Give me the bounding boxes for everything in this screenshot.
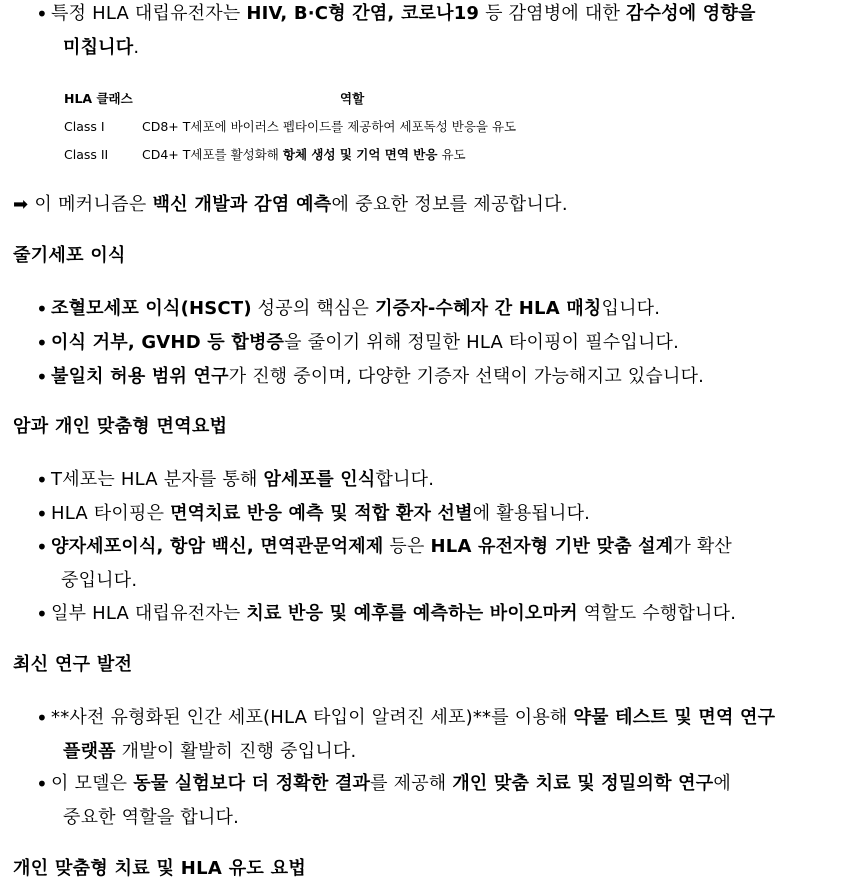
list-item-text: 특정 HLA 대립유전자는 HIV, B·C형 간염, 코로나19 등 감염병에 대한 감수성에 영향을	[51, 3, 756, 24]
list-item: • T세포는 HLA 분자를 통해 암세포를 인식합니다.	[36, 463, 840, 497]
list-item: • **사전 유형화된 인간 세포(HLA 타입이 알려진 세포)**를 이용해 약물 테스트 및 면역 연구 플랫폼 개발이 활발히 진행 중입니다.	[36, 701, 840, 769]
list-item	[36, 0, 840, 65]
list-item: • HLA 타이핑은 면역치료 반응 예측 및 적합 환자 선별에 활용됩니다.	[36, 497, 840, 531]
section-heading: 최신 연구 발전	[13, 654, 133, 675]
bullet-icon: •	[36, 468, 48, 492]
list-item: • 양자세포이식, 항암 백신, 면역관문억제제 등은 HLA 유전자형 기반 맞춤 설계가 확산 중입니다.	[36, 530, 840, 598]
bullet-icon: •	[36, 365, 48, 389]
bullet-icon: •	[36, 706, 48, 730]
arrow-icon: ➡	[13, 194, 29, 215]
bullet-icon: •	[36, 502, 48, 526]
table-cell: CD8+ T세포에 바이러스 펩타이드를 제공하여 세포독성 반응을 유도	[142, 119, 517, 134]
list-item-continuation: 미칩니다.	[63, 37, 140, 58]
section-heading: 줄기세포 이식	[13, 245, 126, 266]
bullet-icon: •	[36, 2, 48, 26]
list-item: • 일부 HLA 대립유전자는 치료 반응 및 예후를 예측하는 바이오마커 역할도 수행합니다.	[36, 597, 840, 631]
bullet-icon: •	[36, 297, 48, 321]
bullet-icon: •	[36, 602, 48, 626]
bullet-icon: •	[36, 331, 48, 355]
summary-line: ➡ 이 메커니즘은 백신 개발과 감염 예측에 중요한 정보를 제공합니다.	[13, 194, 568, 215]
table-cell: Class I	[64, 119, 105, 134]
table-cell: Class II	[64, 147, 109, 162]
list-item: • 이 모델은 동물 실험보다 더 정확한 결과를 제공해 개인 맞춤 치료 및 정밀의학 연구에 중요한 역할을 합니다.	[36, 767, 840, 835]
list-item: • 조혈모세포 이식(HSCT) 성공의 핵심은 기증자-수혜자 간 HLA 매칭입니다.	[36, 292, 840, 326]
list-item: • 불일치 허용 범위 연구가 진행 중이며, 다양한 기증자 선택이 가능해지고 있습니다.	[36, 360, 840, 394]
section-heading: 암과 개인 맞춤형 면역요법	[13, 416, 228, 437]
table-cell: CD4+ T세포를 활성화해 항체 생성 및 기억 면역 반응 유도	[142, 147, 466, 162]
bullet-icon: •	[36, 535, 48, 559]
bullet-icon: •	[36, 772, 48, 796]
table-header-cell: HLA 클래스	[64, 91, 133, 106]
list-item: • 이식 거부, GVHD 등 합병증을 줄이기 위해 정밀한 HLA 타이핑이 필수입니다.	[36, 326, 840, 360]
section-heading: 개인 맞춤형 치료 및 HLA 유도 요법	[13, 858, 307, 879]
table-header-cell: 역할	[340, 91, 365, 106]
